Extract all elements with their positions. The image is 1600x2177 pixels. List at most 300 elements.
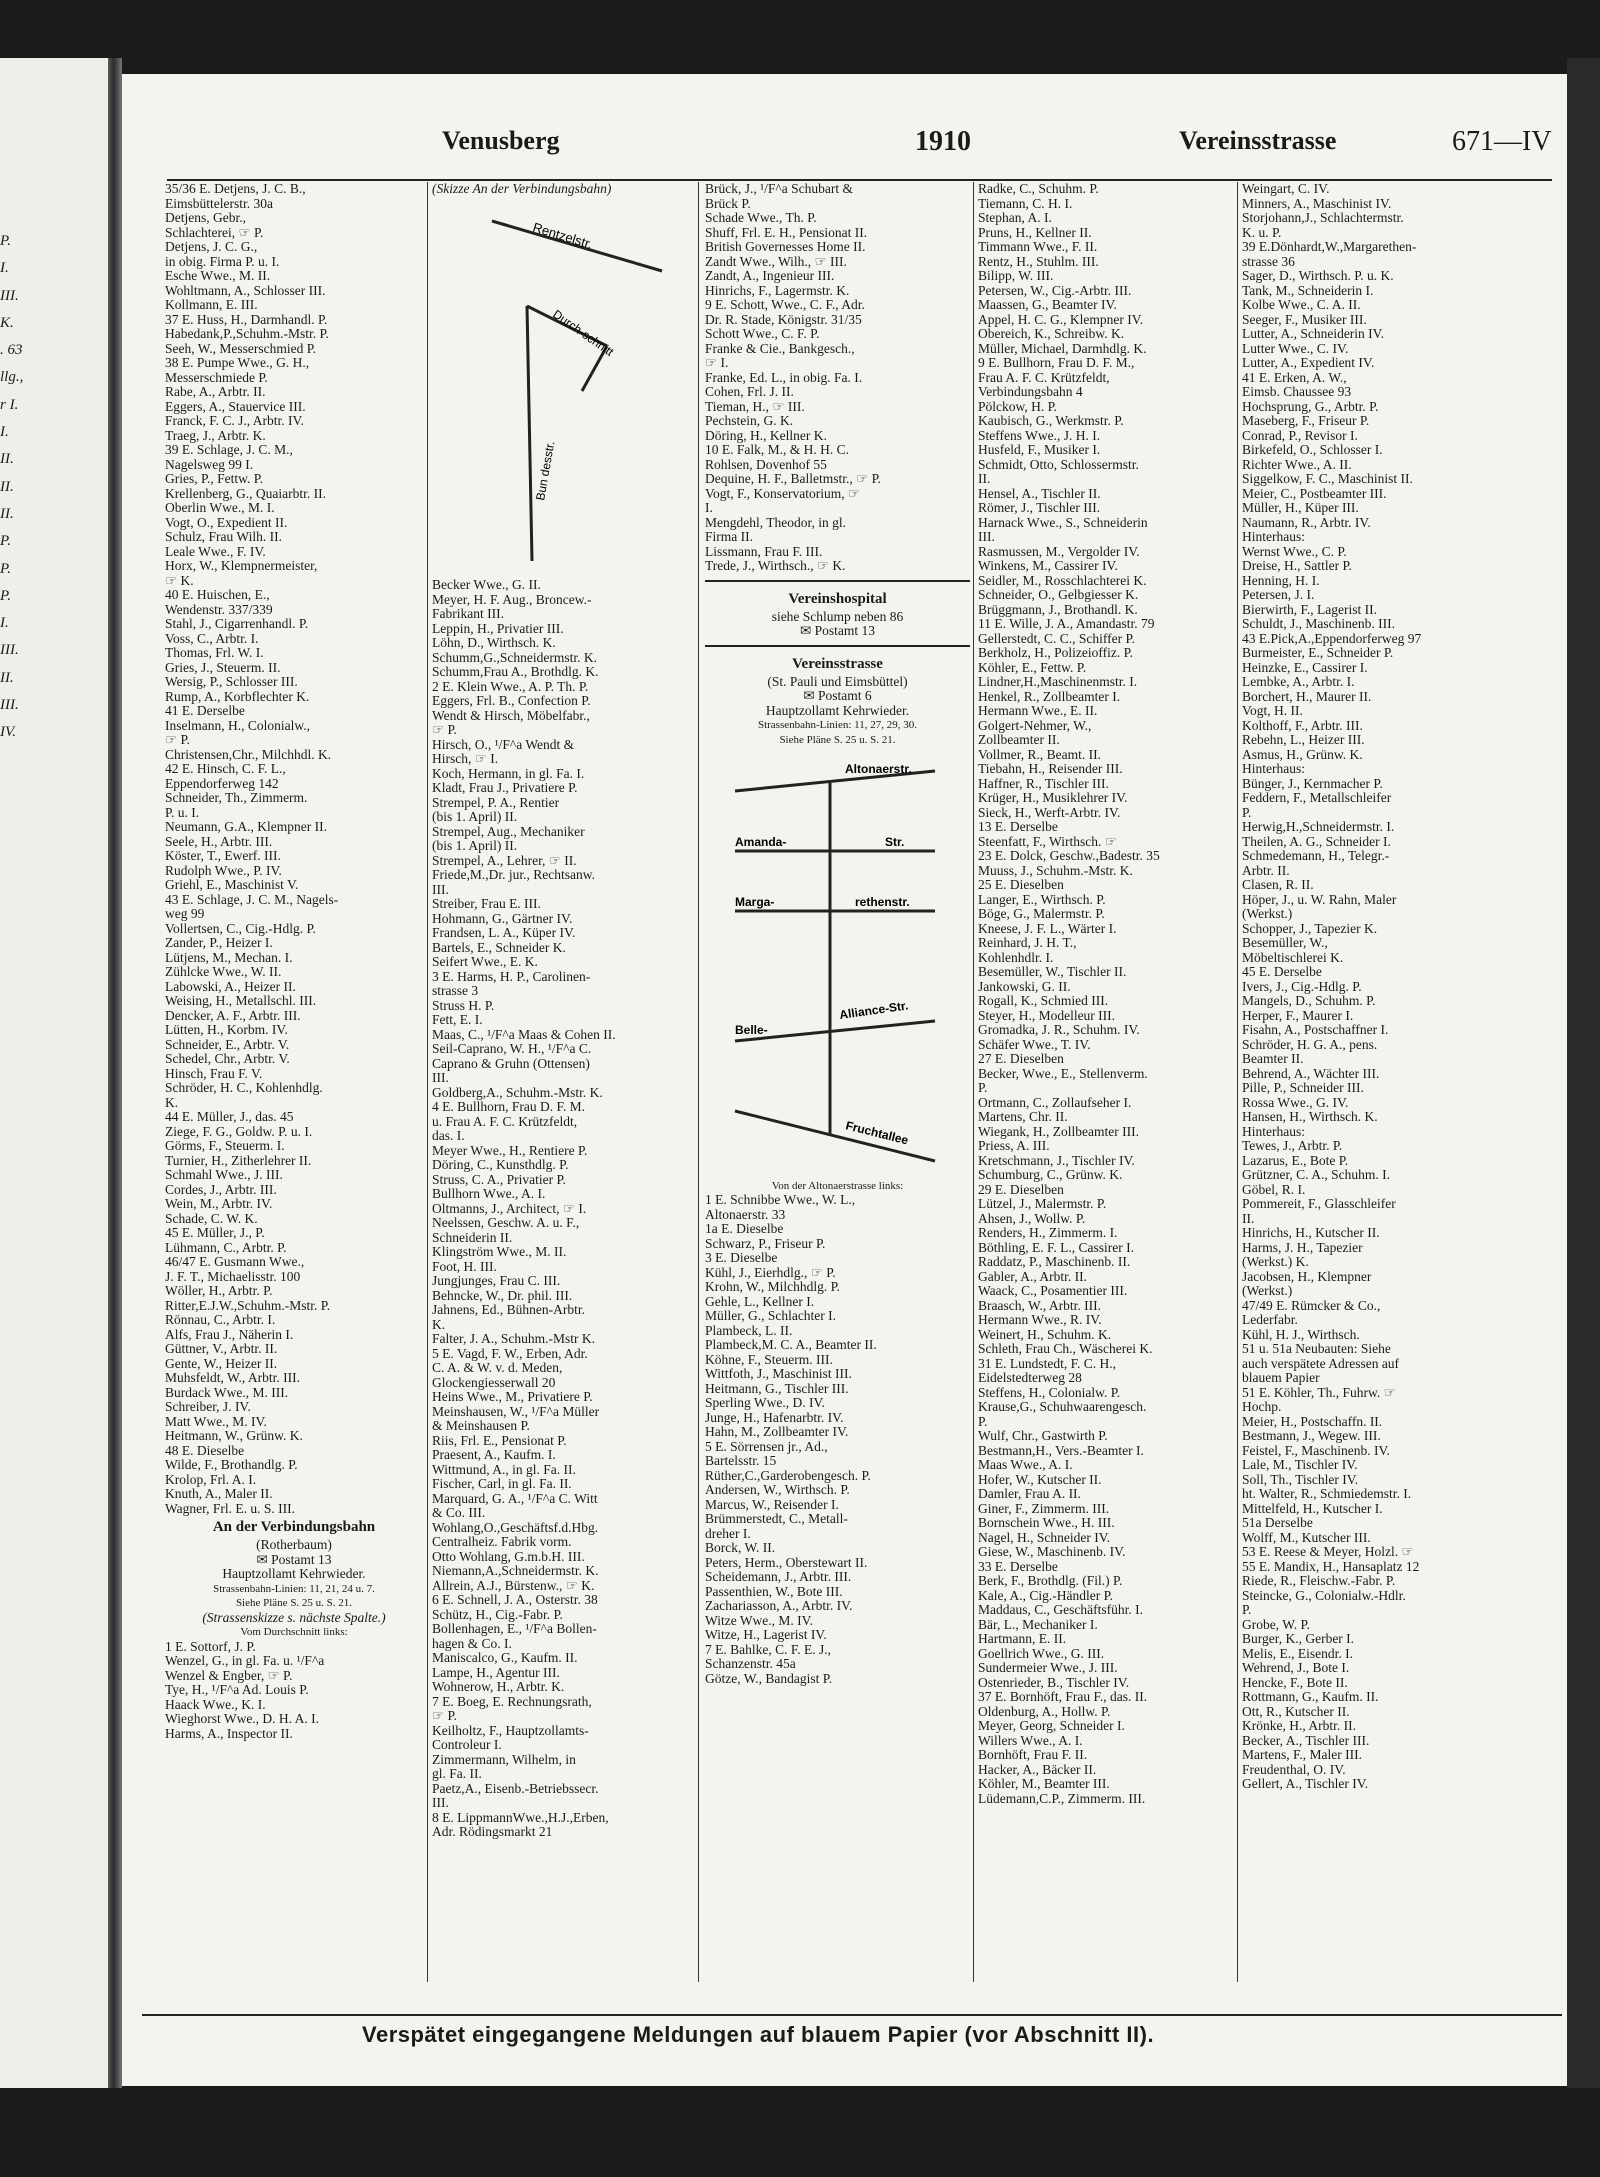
column-3-entries xyxy=(705,182,970,574)
column-2-entries xyxy=(432,578,689,1840)
directory-entry: Schumburg, C., Grünw. K. xyxy=(978,1168,1123,1182)
directory-entry: Keilholtz, F., Hauptzollamts- xyxy=(432,1723,589,1738)
directory-entry: 6 E. Schnell, J. A., Osterstr. 38 xyxy=(432,1593,598,1607)
directory-entry: Schwarz, P., Friseur P. xyxy=(705,1236,826,1251)
directory-entry: Klingström Wwe., M. II. xyxy=(432,1245,567,1259)
section-title: Vereinsstrasse xyxy=(792,655,883,672)
directory-entry: Schulz, Frau Wilh. II. xyxy=(165,530,282,544)
directory-entry: Hirsch, O., ¹/F^a Wendt & xyxy=(432,737,575,752)
directory-entry: Traeg, J., Arbtr. K. xyxy=(165,428,266,443)
directory-entry: ☞ K. xyxy=(165,573,194,588)
directory-entry: Kladt, Frau J., Privatiere P. xyxy=(432,781,578,795)
directory-entry: Zandt, A., Ingenieur III. xyxy=(705,269,835,283)
directory-entry: Naumann, R., Arbtr. IV. xyxy=(1242,515,1371,530)
directory-entry: Tiebahn, H., Reisender III. xyxy=(978,762,1123,776)
directory-entry: Hahn, M., Zollbeamter IV. xyxy=(705,1425,849,1439)
directory-entry: Vollertsen, C., Cig.-Hdlg. P. xyxy=(165,921,316,936)
margin-mark: III. xyxy=(0,697,19,714)
directory-entry: Hinterhaus: xyxy=(1242,530,1305,544)
directory-entry: Schneider, Th., Zimmerm. xyxy=(165,791,308,805)
directory-entry: Pölckow, H. P. xyxy=(978,399,1058,414)
directory-entry: Kretschmann, J., Tischler IV. xyxy=(978,1153,1135,1168)
column-5 xyxy=(1242,182,1507,1982)
sketch-label: Bun desstr. xyxy=(533,439,558,502)
directory-entry: Trede, J., Wirthsch., ☞ K. xyxy=(705,559,846,573)
directory-entry: Wersig, P., Schlosser III. xyxy=(165,675,298,689)
directory-entry: 51 u. 51a Neubauten: Siehe xyxy=(1242,1342,1391,1356)
directory-entry: Falter, J. A., Schuhm.-Mstr K. xyxy=(432,1332,595,1346)
directory-entry: Detjens, Gebr., xyxy=(165,211,246,225)
directory-entry: K. xyxy=(165,1095,179,1110)
directory-entry: Lindner,H.,Maschinenmstr. I. xyxy=(978,675,1138,689)
directory-entry: Bestmann, J., Wegew. III. xyxy=(1242,1429,1381,1443)
directory-entry: Möbeltischlerei K. xyxy=(1242,950,1344,965)
directory-entry: Hochp. xyxy=(1242,1400,1282,1414)
section-sub: Von der Altonaerstrasse links: xyxy=(771,1179,904,1192)
directory-entry: Muuss, J., Schuhm.-Mstr. K. xyxy=(978,863,1133,878)
directory-entry: 1a E. Dieselbe xyxy=(705,1222,784,1236)
directory-entry: Böge, G., Malermstr. P. xyxy=(978,907,1105,921)
directory-entry: Weising, H., Metallschl. III. xyxy=(165,994,317,1008)
directory-entry: Schneider, E., Arbtr. V. xyxy=(165,1037,290,1052)
directory-entry: Firma II. xyxy=(705,530,753,544)
directory-entry: 37 E. Bornhöft, Frau F., das. II. xyxy=(978,1690,1148,1704)
directory-entry: Lutter Wwe., C. IV. xyxy=(1242,341,1349,356)
directory-entry: Harms, J. H., Tapezier xyxy=(1242,1240,1363,1255)
directory-entry: 55 E. Mandix, H., Hansaplatz 12 xyxy=(1242,1559,1420,1574)
directory-entry: Goldberg,A., Schuhm.-Mstr. K. xyxy=(432,1085,603,1100)
directory-entry: Wenzel & Engber, ☞ P. xyxy=(165,1668,293,1683)
column-1-entries xyxy=(165,182,423,1516)
directory-entry: Ziege, F. G., Goldw. P. u. I. xyxy=(165,1124,313,1139)
directory-entry: Eidelstedterweg 28 xyxy=(978,1371,1082,1385)
map-label: Alliance-Str. xyxy=(838,998,910,1022)
directory-entry: Köhler, E., Fettw. P. xyxy=(978,660,1087,675)
margin-mark: P. xyxy=(0,233,11,249)
directory-entry: Schröder, H. G. A., pens. xyxy=(1242,1037,1378,1052)
directory-entry: Fisahn, A., Postschaffner I. xyxy=(1242,1023,1389,1037)
directory-entry: C. A. & W. v. d. Meden, xyxy=(432,1361,563,1375)
directory-entry: Lederfabr. xyxy=(1242,1313,1298,1327)
directory-entry: Griehl, E., Maschinist V. xyxy=(165,878,299,892)
directory-entry: Seidler, M., Rosschlachterei K. xyxy=(978,573,1147,588)
directory-entry: Döring, C., Kunsthdlg. P. xyxy=(432,1158,569,1172)
directory-entry: ☞ P. xyxy=(432,723,457,737)
directory-entry: 3 E. Harms, H. P., Carolinen- xyxy=(432,969,591,984)
directory-entry: Grützner, C. A., Schuhm. I. xyxy=(1242,1168,1390,1182)
directory-entry: Ott, R., Kutscher II. xyxy=(1242,1704,1350,1719)
directory-entry: Vollmer, R., Beamt. II. xyxy=(978,747,1101,762)
directory-entry: 27 E. Dieselben xyxy=(978,1052,1064,1066)
directory-entry: & Co. III. xyxy=(432,1506,486,1520)
directory-entry: Bornschein Wwe., H. III. xyxy=(978,1516,1115,1530)
directory-entry: Brüggmann, J., Brothandl. K. xyxy=(978,602,1138,617)
directory-entry: Wendenstr. 337/339 xyxy=(165,602,273,617)
directory-entry: Oltmanns, J., Architect, ☞ I. xyxy=(432,1201,587,1216)
directory-entry: Detjens, J. C. G., xyxy=(165,240,258,254)
directory-entry: Sieck, H., Werft-Arbtr. IV. xyxy=(978,805,1121,820)
directory-entry: Leppin, H., Privatier III. xyxy=(432,621,564,636)
directory-entry: Tieman, H., ☞ III. xyxy=(705,399,805,414)
left-margin-marks xyxy=(0,228,40,747)
directory-entry: Friede,M.,Dr. jur., Rechtsanw. xyxy=(432,868,595,882)
directory-entry: Giese, W., Maschinenb. IV. xyxy=(978,1545,1126,1559)
directory-entry: Kneese, J. F. L., Wärter I. xyxy=(978,921,1117,936)
directory-entry: 5 E. Sörrensen jr., Ad., xyxy=(705,1439,828,1454)
directory-entry: Raddatz, P., Maschinenb. II. xyxy=(978,1255,1131,1269)
margin-mark: K. xyxy=(0,314,14,331)
column-3-tail xyxy=(705,1193,970,1686)
directory-entry: Feddern, F., Metallschleifer xyxy=(1242,791,1392,805)
directory-entry: Meyer Wwe., H., Rentiere P. xyxy=(432,1143,588,1158)
directory-entry: Römer, J., Tischler III. xyxy=(978,501,1101,515)
directory-entry: Foot, H. III. xyxy=(432,1259,497,1274)
directory-entry: Wöller, H., Arbtr. P. xyxy=(165,1284,273,1298)
directory-entry: blauem Papier xyxy=(1242,1371,1320,1385)
directory-entry: Schanzenstr. 45a xyxy=(705,1657,796,1671)
section-postamt: ✉ Postamt 13 xyxy=(799,624,876,638)
directory-entry: Priess, A. III. xyxy=(978,1139,1050,1153)
directory-entry: Christensen,Chr., Milchhdl. K. xyxy=(165,747,332,762)
directory-entry: Köster, T., Ewerf. III. xyxy=(165,849,281,863)
section-sub: siehe Schlump neben 86 xyxy=(771,609,904,624)
directory-entry: Jahnens, Ed., Bühnen-Arbtr. xyxy=(432,1303,585,1317)
margin-mark: II. xyxy=(0,669,14,686)
directory-entry: Bünger, J., Kernmacher P. xyxy=(1242,776,1383,791)
directory-entry: K. xyxy=(432,1317,446,1332)
directory-entry: Görms, F., Steuerm. I. xyxy=(165,1139,285,1153)
directory-entry: Asmus, H., Grünw. K. xyxy=(1242,747,1363,762)
directory-entry: Labowski, A., Heizer II. xyxy=(165,979,296,994)
margin-mark: II. xyxy=(0,451,14,468)
directory-entry: Habedank,P.,Schuhm.-Mstr. P. xyxy=(165,327,329,341)
directory-entry: P. xyxy=(978,1081,988,1095)
column-1 xyxy=(165,182,423,1982)
directory-entry: Soll, Th., Tischler IV. xyxy=(1242,1472,1359,1487)
street-sketch-verbindungsbahn xyxy=(432,201,682,571)
directory-entry: Burdack Wwe., M. III. xyxy=(165,1385,289,1400)
directory-entry: Rudolph Wwe., P. IV. xyxy=(165,863,282,878)
directory-entry: Krüger, H., Musiklehrer IV. xyxy=(978,791,1128,805)
directory-entry: Hermann Wwe., R. IV. xyxy=(978,1313,1102,1327)
directory-entry: Strempel, Aug., Mechaniker xyxy=(432,824,585,839)
margin-mark: llg., xyxy=(0,369,24,386)
directory-entry: Mittelfeld, H., Kutscher I. xyxy=(1242,1501,1383,1516)
header-left: Venusberg xyxy=(442,126,560,155)
directory-entry: 44 E. Müller, J., das. 45 xyxy=(165,1110,294,1124)
directory-entry: ☞ P. xyxy=(165,733,190,747)
directory-entry: Theilen, A. G., Schneider I. xyxy=(1242,834,1391,849)
column-2 xyxy=(432,182,689,1982)
directory-entry: Glockengiesserwall 20 xyxy=(432,1375,556,1390)
directory-entry: Gehle, L., Kellner I. xyxy=(705,1294,815,1309)
directory-entry: Schade, C. W. K. xyxy=(165,1211,258,1226)
directory-entry: Koch, Hermann, in gl. Fa. I. xyxy=(432,766,585,781)
directory-entry: Niemann,A.,Schneidermstr. K. xyxy=(432,1564,599,1578)
directory-entry: Ivers, J., Cig.-Hdlg. P. xyxy=(1242,979,1362,994)
directory-entry: P. xyxy=(1242,1603,1252,1617)
directory-entry: Meyer, Georg, Schneider I. xyxy=(978,1719,1125,1733)
directory-entry: III. xyxy=(432,882,449,897)
directory-entry: in obig. Firma P. u. I. xyxy=(165,254,280,269)
directory-entry: Neelssen, Geschw. A. u. F., xyxy=(432,1216,580,1230)
directory-entry: Schneiderin II. xyxy=(432,1230,513,1245)
directory-entry: Hinrichs, H., Kutscher II. xyxy=(1242,1226,1380,1240)
margin-mark: I. xyxy=(0,260,9,277)
section-sub: Vom Durchschnitt links: xyxy=(240,1626,348,1638)
directory-entry: 43 E.Pick,A.,Eppendorferweg 97 xyxy=(1242,631,1422,646)
directory-entry: III. xyxy=(978,530,995,544)
directory-entry: Mengdehl, Theodor, in gl. xyxy=(705,515,846,530)
sketch-label: Durch-schnitt xyxy=(550,306,617,359)
directory-entry: 29 E. Dieselben xyxy=(978,1182,1064,1197)
directory-entry: Caprano & Gruhn (Ottensen) xyxy=(432,1056,590,1071)
directory-entry: Appel, H. C. G., Klempner IV. xyxy=(978,312,1144,327)
directory-entry: Willers Wwe., A. I. xyxy=(978,1733,1083,1748)
directory-entry: Messerschmiede P. xyxy=(165,370,268,385)
directory-entry: 7 E. Bahlke, C. F. E. J., xyxy=(705,1642,832,1657)
section-sub: Siehe Pläne S. 25 u. S. 21. xyxy=(779,733,896,746)
directory-entry: 45 E. Derselbe xyxy=(1242,965,1322,979)
directory-entry: Pille, P., Schneider III. xyxy=(1242,1081,1364,1095)
directory-entry: Kolbe Wwe., C. A. II. xyxy=(1242,298,1361,312)
directory-entry: Neumann, G.A., Klempner II. xyxy=(165,820,327,834)
section-title: An der Verbindungsbahn xyxy=(212,1519,376,1535)
directory-entry: Meyer, H. F. Aug., Broncew.- xyxy=(432,592,592,607)
directory-entry: Radke, C., Schuhm. P. xyxy=(978,182,1099,196)
directory-entry: Waack, C., Posamentier III. xyxy=(978,1284,1128,1298)
directory-entry: (Werkst.) K. xyxy=(1242,1255,1309,1269)
directory-entry: Zühlcke Wwe., W. II. xyxy=(165,965,282,979)
directory-entry: Centralheiz. Fabrik vorm. xyxy=(432,1535,572,1549)
directory-entry: Frau A. F. C. Krützfeldt, xyxy=(978,370,1110,385)
directory-entry: 3 E. Dieselbe xyxy=(705,1251,778,1265)
directory-entry: Maddaus, C., Geschäftsführ. I. xyxy=(978,1603,1143,1617)
directory-entry: Bestmann,H., Vers.-Beamter I. xyxy=(978,1443,1144,1458)
directory-entry: Fischer, Carl, in gl. Fa. II. xyxy=(432,1477,572,1491)
directory-entry: Ahsen, J., Wollw. P. xyxy=(978,1211,1086,1226)
column-3 xyxy=(705,182,970,1982)
directory-entry: Schröder, H. C., Kohlenhdlg. xyxy=(165,1081,323,1095)
directory-entry: Borck, W. II. xyxy=(705,1541,776,1555)
directory-entry: Dencker, A. F., Arbtr. III. xyxy=(165,1008,301,1023)
directory-entry: 8 E. LippmannWwe.,H.J.,Erben, xyxy=(432,1810,609,1825)
directory-entry: Plambeck, L. II. xyxy=(705,1323,793,1338)
directory-entry: Göbel, R. I. xyxy=(1242,1182,1306,1197)
map-label: Str. xyxy=(885,835,905,849)
directory-entry: Eppendorferweg 142 xyxy=(165,776,279,791)
directory-entry: Rump, A., Korbflechter K. xyxy=(165,689,310,704)
directory-entry: Gabler, A., Arbtr. II. xyxy=(978,1269,1087,1284)
directory-entry: Renders, H., Zimmerm. I. xyxy=(978,1226,1118,1240)
directory-entry: Heinzke, E., Cassirer I. xyxy=(1242,660,1368,675)
directory-entry: Pruns, H., Kellner II. xyxy=(978,225,1092,240)
margin-mark: P. xyxy=(0,533,11,550)
directory-entry: Vogt, F., Konservatorium, ☞ xyxy=(705,486,861,501)
directory-entry: Schreiber, J. IV. xyxy=(165,1400,251,1414)
section-sub: Strassenbahn-Linien: 11, 21, 24 u. 7. xyxy=(213,1582,375,1595)
directory-entry: 9 E. Schott, Wwe., C. F., Adr. xyxy=(705,298,865,312)
directory-entry: Tye, H., ¹/F^a Ad. Louis P. xyxy=(165,1683,309,1697)
directory-entry: Franke & Cie., Bankgesch., xyxy=(705,341,855,356)
directory-entry: Nagel, H., Schneider IV. xyxy=(978,1530,1111,1545)
directory-entry: Wieghorst Wwe., D. H. A. I. xyxy=(165,1712,320,1726)
directory-entry: Lale, M., Tischler IV. xyxy=(1242,1458,1358,1472)
directory-entry: Witze Wwe., M. IV. xyxy=(705,1613,814,1628)
directory-entry: Wenzel, G., in gl. Fa. u. ¹/F^a xyxy=(165,1654,325,1668)
street-sketch-vereinsstrasse xyxy=(705,751,955,1171)
directory-entry: Rogall, K., Schmied III. xyxy=(978,994,1109,1008)
directory-entry: Verbindungsbahn 4 xyxy=(978,385,1083,399)
directory-entry: Brück P. xyxy=(705,196,751,211)
margin-mark: . 63 xyxy=(0,342,23,359)
directory-entry: Löhn, D., Wirthsch. K. xyxy=(432,636,556,650)
directory-entry: Berkholz, H., Polizeioffiz. P. xyxy=(978,646,1133,660)
directory-entry: Marcus, W., Reisender I. xyxy=(705,1497,839,1512)
directory-entry: Köhler, M., Beamter III. xyxy=(978,1777,1110,1791)
directory-entry: ☞ P. xyxy=(432,1709,457,1723)
directory-entry: Hinterhaus: xyxy=(1242,762,1305,776)
directory-entry: Conrad, P., Revisor I. xyxy=(1242,428,1358,443)
directory-entry: Henkel, R., Zollbeamter I. xyxy=(978,689,1121,704)
directory-entry: Bierwirth, F., Lagerist II. xyxy=(1242,602,1378,617)
directory-entry: Streiber, Frau E. III. xyxy=(432,897,541,911)
directory-entry: 46/47 E. Gusmann Wwe., xyxy=(165,1255,305,1269)
directory-entry: Haffner, R., Tischler III. xyxy=(978,776,1109,791)
directory-entry: Sager, D., Wirthsch. P. u. K. xyxy=(1242,269,1394,283)
directory-entry: Birkefeld, O., Schlosser I. xyxy=(1242,443,1383,457)
directory-entry: Minners, A., Maschinist IV. xyxy=(1242,196,1392,211)
directory-entry: (Werkst.) xyxy=(1242,1284,1293,1298)
directory-entry: (Werkst.) xyxy=(1242,907,1293,921)
directory-entry: Struss, C. A., Privatier P. xyxy=(432,1172,566,1187)
directory-entry: Allrein, A.J., Bürstenw., ☞ K. xyxy=(432,1578,595,1593)
directory-entry: Harnack Wwe., S., Schneiderin xyxy=(978,515,1148,530)
directory-entry: 10 E. Falk, M., & H. H. C. xyxy=(705,443,850,457)
directory-entry: British Governesses Home II. xyxy=(705,240,866,254)
directory-entry: Brück, J., ¹/F^a Schubart & xyxy=(705,182,853,196)
directory-entry: Junge, H., Hafenarbtr. IV. xyxy=(705,1410,844,1425)
directory-entry: Maassen, G., Beamter IV. xyxy=(978,298,1117,312)
directory-entry: Hochsprung, G., Arbtr. P. xyxy=(1242,399,1379,414)
map-label: Altonaerstr. xyxy=(845,762,912,776)
directory-entry: Maseberg, F., Friseur P. xyxy=(1242,414,1370,428)
directory-entry: Tank, M., Schneiderin I. xyxy=(1242,283,1374,298)
directory-entry: III. xyxy=(432,1796,449,1810)
directory-entry: gl. Fa. II. xyxy=(432,1767,482,1781)
directory-entry: Becker, A., Tischler III. xyxy=(1242,1733,1370,1748)
directory-entry: Wulf, Chr., Gastwirth P. xyxy=(978,1429,1108,1443)
directory-entry: Schneider, O., Gelbgiesser K. xyxy=(978,588,1139,602)
directory-entry: 33 E. Derselbe xyxy=(978,1559,1058,1574)
directory-entry: Eggers, A., Stauervice III. xyxy=(165,399,306,414)
directory-entry: Lembke, A., Arbtr. I. xyxy=(1242,675,1355,689)
margin-mark: II. xyxy=(0,478,14,495)
directory-entry: ☞ I. xyxy=(705,356,729,370)
directory-entry: Strempel, A., Lehrer, ☞ II. xyxy=(432,853,577,868)
directory-entry: II. xyxy=(978,472,991,486)
directory-entry: Adr. Rödingsmarkt 21 xyxy=(432,1825,553,1839)
directory-entry: Hencke, F., Bote II. xyxy=(1242,1675,1348,1690)
page-header xyxy=(122,126,1567,166)
directory-entry: Zandt Wwe., Wilh., ☞ III. xyxy=(705,254,847,269)
directory-entry: Brümmerstedt, C., Metall- xyxy=(705,1512,848,1526)
right-background xyxy=(1567,58,1600,2088)
directory-entry: Müller, Michael, Darmhdlg. K. xyxy=(978,341,1147,356)
directory-entry: 41 E. Erken, A. W., xyxy=(1242,370,1347,385)
directory-entry: Witze, H., Lagerist IV. xyxy=(705,1628,827,1642)
directory-entry: Martens, Chr. II. xyxy=(978,1110,1068,1124)
directory-entry: Zimmermann, Wilhelm, in xyxy=(432,1752,576,1767)
directory-entry: J. F. T., Michaelisstr. 100 xyxy=(165,1269,301,1284)
directory-entry: Rossa Wwe., G. IV. xyxy=(1242,1095,1349,1110)
directory-entry: Hacker, A., Bäcker II. xyxy=(978,1762,1097,1777)
directory-entry: Becker, Wwe., E., Stellenverm. xyxy=(978,1066,1148,1081)
directory-entry: Grobe, W. P. xyxy=(1242,1617,1310,1632)
directory-entry: Hinsch, Frau F. V. xyxy=(165,1066,263,1081)
column-1-tail xyxy=(165,1640,423,1742)
column-4 xyxy=(978,182,1234,1982)
directory-entry: Hensel, A., Tischler II. xyxy=(978,486,1101,501)
directory-entry: dreher I. xyxy=(705,1526,751,1541)
header-rule xyxy=(167,179,1552,181)
section-sub: Hauptzollamt Kehrwieder. xyxy=(765,703,910,718)
directory-entry: Inselmann, H., Colonialw., xyxy=(165,718,310,733)
directory-entry: Husfeld, F., Musiker I. xyxy=(978,443,1101,457)
directory-entry: 43 E. Schlage, J. C. M., Nagels- xyxy=(165,892,339,907)
directory-entry: Strempel, P. A., Rentier xyxy=(432,795,560,810)
margin-mark: P. xyxy=(0,560,11,577)
section-rule xyxy=(705,645,970,647)
directory-entry: Cordes, J., Arbtr. III. xyxy=(165,1182,277,1197)
directory-entry: Shuff, Frl. E. H., Pensionat II. xyxy=(705,225,868,240)
header-street: Vereinsstrasse xyxy=(1179,126,1337,155)
directory-entry: Weingart, C. IV. xyxy=(1242,182,1330,196)
directory-entry: Seeger, F., Musiker III. xyxy=(1242,312,1367,327)
directory-entry: Wehrend, J., Bote I. xyxy=(1242,1661,1350,1675)
directory-entry: Melis, E., Eisendr. I. xyxy=(1242,1646,1353,1661)
directory-entry: Weinert, H., Schuhm. K. xyxy=(978,1327,1112,1342)
directory-entry: Maniscalco, G., Kaufm. II. xyxy=(432,1651,578,1665)
directory-entry: Bär, L., Mechaniker I. xyxy=(978,1617,1098,1632)
directory-entry: P. xyxy=(978,1414,988,1429)
section-sub: Strassenbahn-Linien: 11, 27, 29, 30. xyxy=(757,719,918,731)
directory-entry: Meier, H., Postschaffn. II. xyxy=(1242,1414,1383,1429)
sketch-label: Rentzelstr. xyxy=(531,219,595,252)
directory-entry: Schmidt, Otto, Schlossermstr. xyxy=(978,457,1139,472)
directory-entry: Sperling Wwe., D. IV. xyxy=(705,1396,825,1410)
directory-entry: Turnier, H., Zitherlehrer II. xyxy=(165,1153,312,1168)
directory-entry: Lissmann, Frau F. III. xyxy=(705,544,823,559)
directory-page xyxy=(122,74,1567,2086)
directory-entry: Rasmussen, M., Vergolder IV. xyxy=(978,544,1140,559)
margin-mark: I. xyxy=(0,615,9,632)
directory-entry: Tewes, J., Arbtr. P. xyxy=(1242,1139,1343,1153)
header-page-number: 671—IV xyxy=(1452,126,1552,157)
directory-entry: Schopper, J., Tapezier K. xyxy=(1242,921,1378,936)
directory-entry: Herwig,H.,Schneidermstr. I. xyxy=(1242,820,1395,834)
margin-mark: I. xyxy=(0,424,9,441)
directory-entry: Steincke, G., Colonialw.-Hdlr. xyxy=(1242,1588,1406,1603)
directory-entry: Gries, P., Fettw. P. xyxy=(165,472,264,486)
directory-entry: Jungjunges, Frau C. III. xyxy=(432,1274,561,1288)
directory-entry: Schuldt, J., Maschinenb. III. xyxy=(1242,617,1395,631)
directory-entry: 35/36 E. Detjens, J. C. B., xyxy=(165,182,306,196)
directory-entry: Gries, J., Steuerm. II. xyxy=(165,660,281,675)
directory-entry: Henning, H. I. xyxy=(1242,573,1320,588)
directory-entry: Wolff, M., Kutscher III. xyxy=(1242,1530,1371,1545)
directory-entry: Andersen, W., Wirthsch. P. xyxy=(705,1483,850,1497)
